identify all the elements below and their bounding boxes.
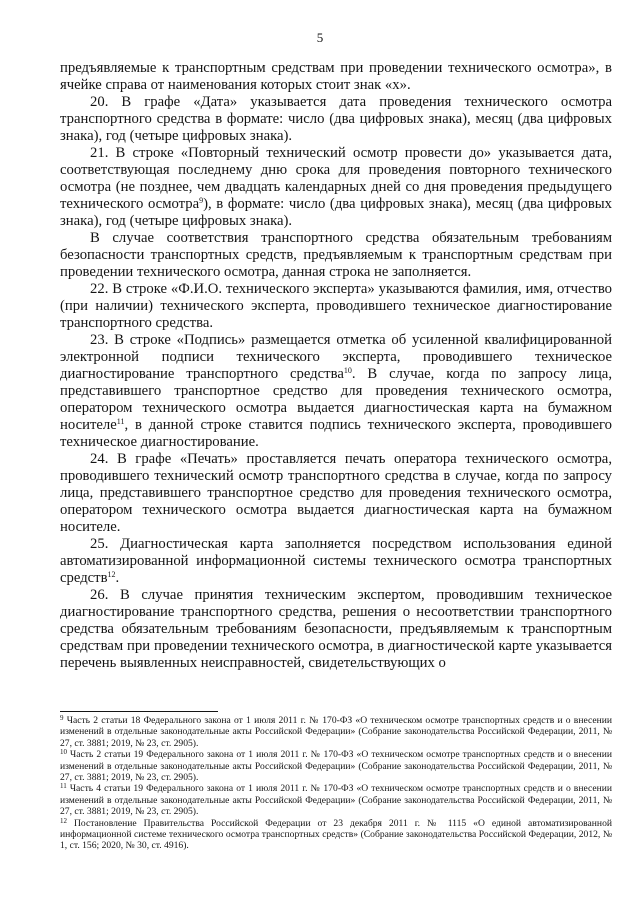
- paragraph-26: 26. В случае принятия техническим экспертом, проводившим техническое диагностирование транспортного средства, решения о несоответствии транспортного средства обязательным требованиям безопасности, предъявляемым к транспортным средствам при проведении технического осмотра, в диагностической карте указывается перечень выявленных неисправностей, свидетельствующих о: [60, 587, 612, 671]
- footnotes: [60, 715, 612, 852]
- footnote-ref-12: 12: [107, 570, 116, 579]
- paragraph-25: [60, 536, 612, 587]
- footnote-12: [60, 818, 612, 852]
- footnote-text: Часть 4 статьи 19 Федерального закона от 1 июля 2011 г. № 170-ФЗ «О техническом осмотре транспортных средств и о внесении изменений в отдельные законодательные акты Российской Федерации» (Собрание законодательства Российской Федерации, 2011, № 27, ст. 3881; 2019, № 23, ст. 2905).: [60, 783, 612, 818]
- footnote-divider: [60, 711, 218, 712]
- footnote-text: Постановление Правительства Российской Федерации от 23 декабря 2011 г. № 1115 «О единой автоматизированной информационной системе технического осмотра транспортных средств» (Собрание законодательства Российской Федерации, 2012, № 1, ст. 156; 2020, № 30, ст. 4916).: [60, 817, 612, 852]
- paragraph-24: 24. В графе «Печать» проставляется печать оператора технического осмотра, проводившего технический осмотр транспортного средства в случае, когда по запросу лица, представившего транспортное средство для проведения технического осмотра, оператором технического осмотра выдается диагностическая карта на бумажном носителе.: [60, 451, 612, 535]
- page-number: 5: [316, 30, 324, 45]
- footnote-number: 11: [60, 782, 67, 791]
- paragraph-21-text-b: ), в формате: число (два цифровых знака), месяц (два цифровых знака), год (четыре цифровых знака).: [60, 196, 612, 229]
- paragraph-22: 22. В строке «Ф.И.О. технического эксперта» указываются фамилия, имя, отчество (при наличии) технического эксперта, проводившего техническое диагностирование транспортного средства.: [60, 281, 612, 331]
- paragraph-21-text-a: 21. В строке «Повторный технический осмотр провести до» указывается дата, соответствующая последнему дню срока для проведения повторного технического осмотра (не позднее, чем двадцать календарных дней со дня проведения предыдущего технического осмотра: [60, 145, 612, 212]
- paragraph-23-text-a: 23. В строке «Подпись» размещается отметка об усиленной квалифицированной электронной подписи технического эксперта, проводившего техническое диагностирование транспортного средства: [60, 332, 612, 382]
- footnote-text: Часть 2 статьи 18 Федерального закона от 1 июля 2011 г. № 170-ФЗ «О техническом осмотре транспортных средств и о внесении изменений в отдельные законодательные акты Российской Федерации» (Собрание законодательства Российской Федерации, 2011, № 27, ст. 3881; 2019, № 23, ст. 2905).: [60, 715, 612, 749]
- body-text: [60, 60, 612, 672]
- footnote-text: Часть 2 статьи 19 Федерального закона от 1 июля 2011 г. № 170-ФЗ «О техническом осмотре транспортных средств и о внесении изменений в отдельные законодательные акты Российской Федерации» (Собрание законодательства Российской Федерации, 2011, № 27, ст. 3881; 2019, № 23, ст. 2905).: [60, 749, 612, 784]
- paragraph-20: 20. В графе «Дата» указывается дата проведения технического осмотра транспортного средства в формате: число (два цифровых знака), месяц (два цифровых знака), год (четыре цифровых знака).: [60, 94, 612, 144]
- footnote-number: 10: [60, 748, 67, 757]
- paragraph-21: [60, 145, 612, 230]
- footnote-number: 9: [60, 714, 64, 722]
- paragraph-23-text-c: , в данной строке ставится подпись технического эксперта, проводившего техническое диагностирование.: [60, 417, 612, 450]
- footnote-number: 12: [60, 816, 67, 825]
- footnote-11: [60, 783, 612, 817]
- footnote-10: [60, 749, 612, 783]
- paragraph-25-text-b: .: [115, 570, 120, 586]
- paragraph-23: [60, 332, 612, 451]
- footnote-ref-10: 10: [343, 366, 352, 375]
- footnote-ref-9: 9: [199, 196, 204, 205]
- paragraph-23-text-b: . В случае, когда по запросу лица, представившего транспортное средство для проведения технического осмотра, оператором технического осмотра выдается диагностическая карта на бумажном носителе: [60, 366, 613, 433]
- paragraph-25-text-a: 25. Диагностическая карта заполняется посредством использования единой автоматизированной информационной системы технического осмотра транспортных средств: [60, 536, 612, 586]
- paragraph-continuation: предъявляемые к транспортным средствам при проведении технического осмотра», в ячейке справа от наименования которых стоит знак «х».: [60, 60, 612, 93]
- footnote-ref-11: 11: [116, 417, 125, 426]
- paragraph-21-note: В случае соответствия транспортного средства обязательным требованиям безопасности транспортных средств, предъявляемым к транспортным средствам при проведении технического осмотра, данная строка не заполняется.: [60, 230, 612, 280]
- footnote-9: [60, 715, 612, 749]
